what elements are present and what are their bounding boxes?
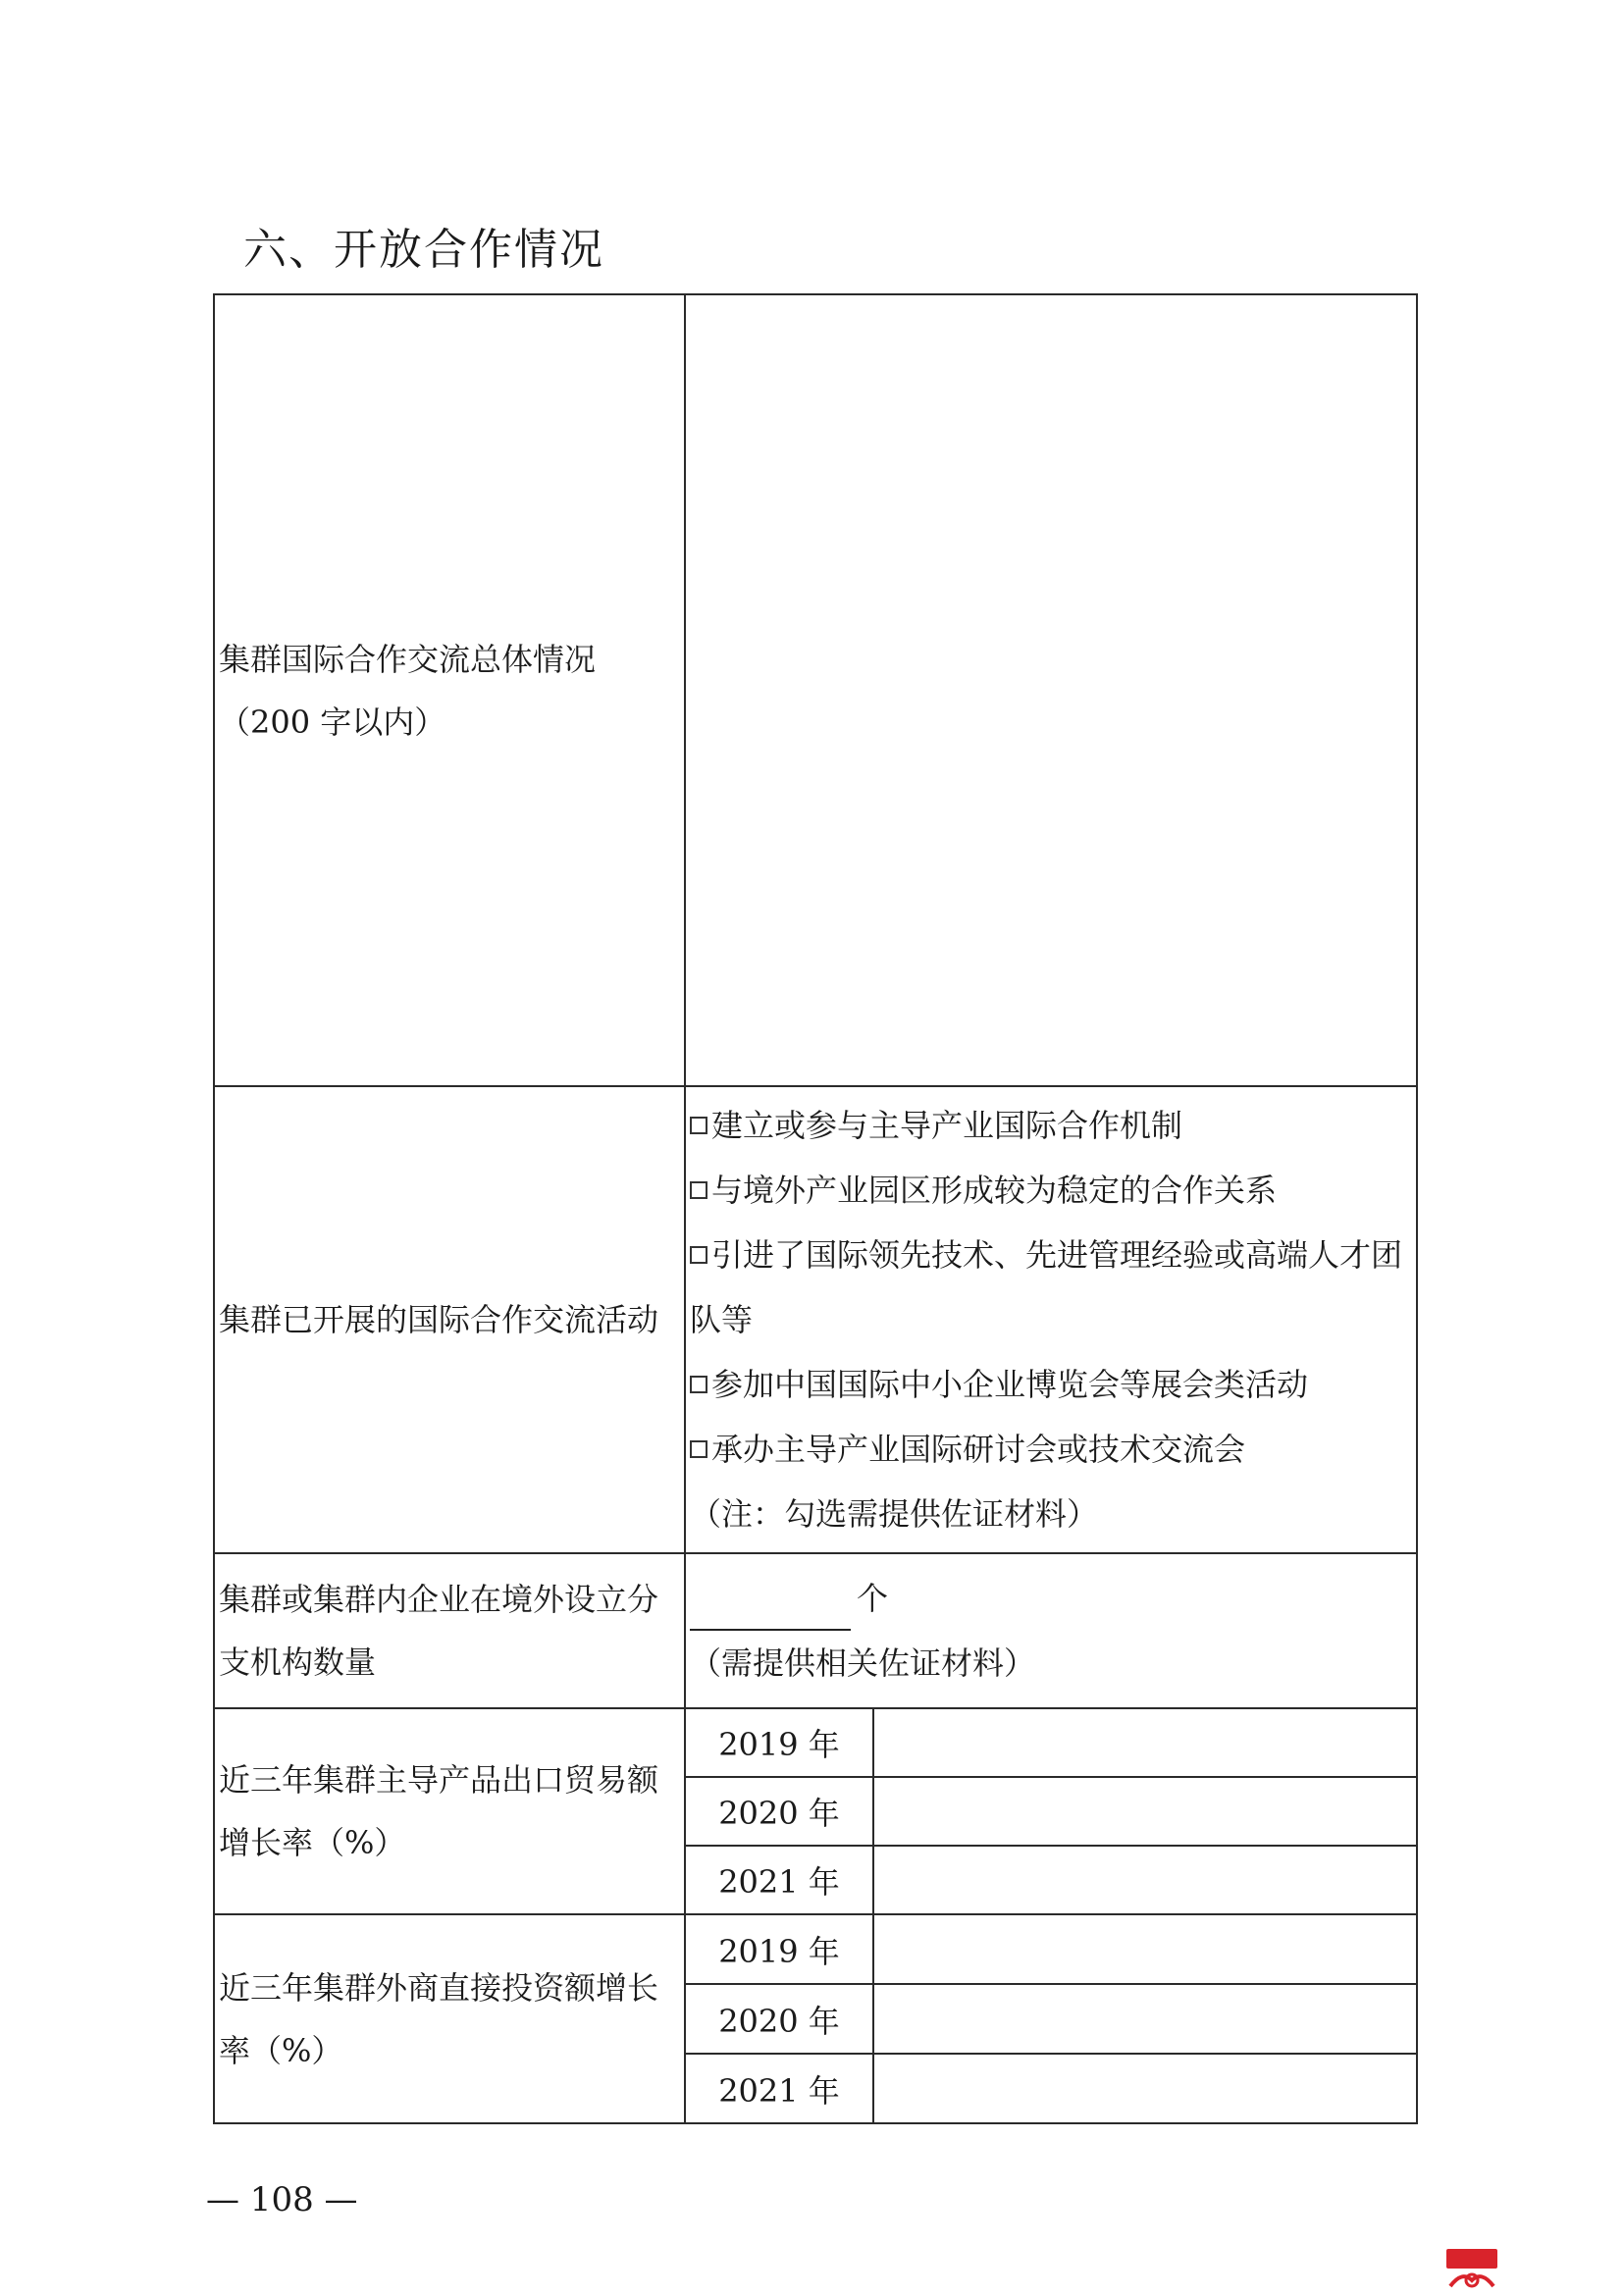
- export-growth-label-cell: [214, 1708, 685, 1914]
- checkbox[interactable]: [690, 1117, 707, 1134]
- section-title: 六、开放合作情况: [243, 225, 604, 275]
- fdi-year-2020: 2020 年: [685, 1984, 873, 2054]
- row-branches: [214, 1553, 1417, 1708]
- open-cooperation-table: [213, 293, 1418, 2124]
- branches-label-cell: [214, 1553, 685, 1708]
- fdi-value-2019[interactable]: [873, 1914, 1417, 1984]
- page-number: — 108 —: [206, 2180, 358, 2219]
- export-value-2020[interactable]: [873, 1777, 1417, 1846]
- branches-note: （需提供相关佐证材料）: [690, 1644, 1036, 1682]
- fdi-growth-label-line-2: 率（%）: [219, 2031, 343, 2069]
- branches-label-line-2: 支机构数量: [219, 1644, 377, 1681]
- branches-unit: 个: [857, 1580, 889, 1617]
- fdi-year-2019: 2019 年: [685, 1914, 873, 1984]
- branches-label-line-1: 集群或集群内企业在境外设立分: [219, 1581, 659, 1618]
- row-overall: [214, 294, 1417, 1086]
- overall-label: 集群国际合作交流总体情况: [219, 640, 597, 678]
- row-fdi-2019: [214, 1914, 1417, 1984]
- checkbox[interactable]: [690, 1376, 707, 1393]
- fdi-year-2021: 2021 年: [685, 2054, 873, 2123]
- overall-label-limit: （200 字以内）: [219, 703, 446, 741]
- checkbox[interactable]: [690, 1440, 707, 1458]
- seal-stamp-icon: [1444, 2247, 1499, 2290]
- export-year-2021: 2021 年: [685, 1846, 873, 1914]
- activity-option-2[interactable]: 与境外产业园区形成较为稳定的合作关系: [690, 1158, 1414, 1223]
- activity-option-4[interactable]: 参加中国国际中小企业博览会等展会类活动: [690, 1352, 1414, 1417]
- export-value-2019[interactable]: [873, 1708, 1417, 1777]
- activity-option-3[interactable]: 引进了国际领先技术、先进管理经验或高端人才团队等: [690, 1236, 1403, 1338]
- row-activities: [214, 1086, 1417, 1553]
- fdi-growth-label-cell: [214, 1914, 685, 2123]
- activities-options-cell: [685, 1086, 1417, 1553]
- branches-input-cell: [685, 1553, 1417, 1708]
- overall-input-cell[interactable]: [685, 294, 1417, 1086]
- export-growth-label-line-2: 增长率（%）: [219, 1824, 406, 1861]
- activities-note: （注：勾选需提供佐证材料）: [690, 1495, 1099, 1533]
- export-growth-label-line-1: 近三年集群主导产品出口贸易额: [219, 1761, 659, 1799]
- activities-label: 集群已开展的国际合作交流活动: [214, 1086, 685, 1553]
- export-value-2021[interactable]: [873, 1846, 1417, 1914]
- checkbox[interactable]: [690, 1246, 707, 1264]
- overall-label-cell: [214, 294, 685, 1086]
- fdi-growth-label-line-1: 近三年集群外商直接投资额增长: [219, 1968, 659, 2007]
- export-year-2020: 2020 年: [685, 1777, 873, 1846]
- fdi-value-2020[interactable]: [873, 1984, 1417, 2054]
- branches-count-blank[interactable]: [690, 1595, 851, 1631]
- activity-option-1[interactable]: 建立或参与主导产业国际合作机制: [690, 1093, 1414, 1158]
- export-year-2019: 2019 年: [685, 1708, 873, 1777]
- row-export-2019: [214, 1708, 1417, 1777]
- activity-option-5[interactable]: 承办主导产业国际研讨会或技术交流会: [690, 1417, 1414, 1482]
- checkbox[interactable]: [690, 1181, 707, 1199]
- fdi-value-2021[interactable]: [873, 2054, 1417, 2123]
